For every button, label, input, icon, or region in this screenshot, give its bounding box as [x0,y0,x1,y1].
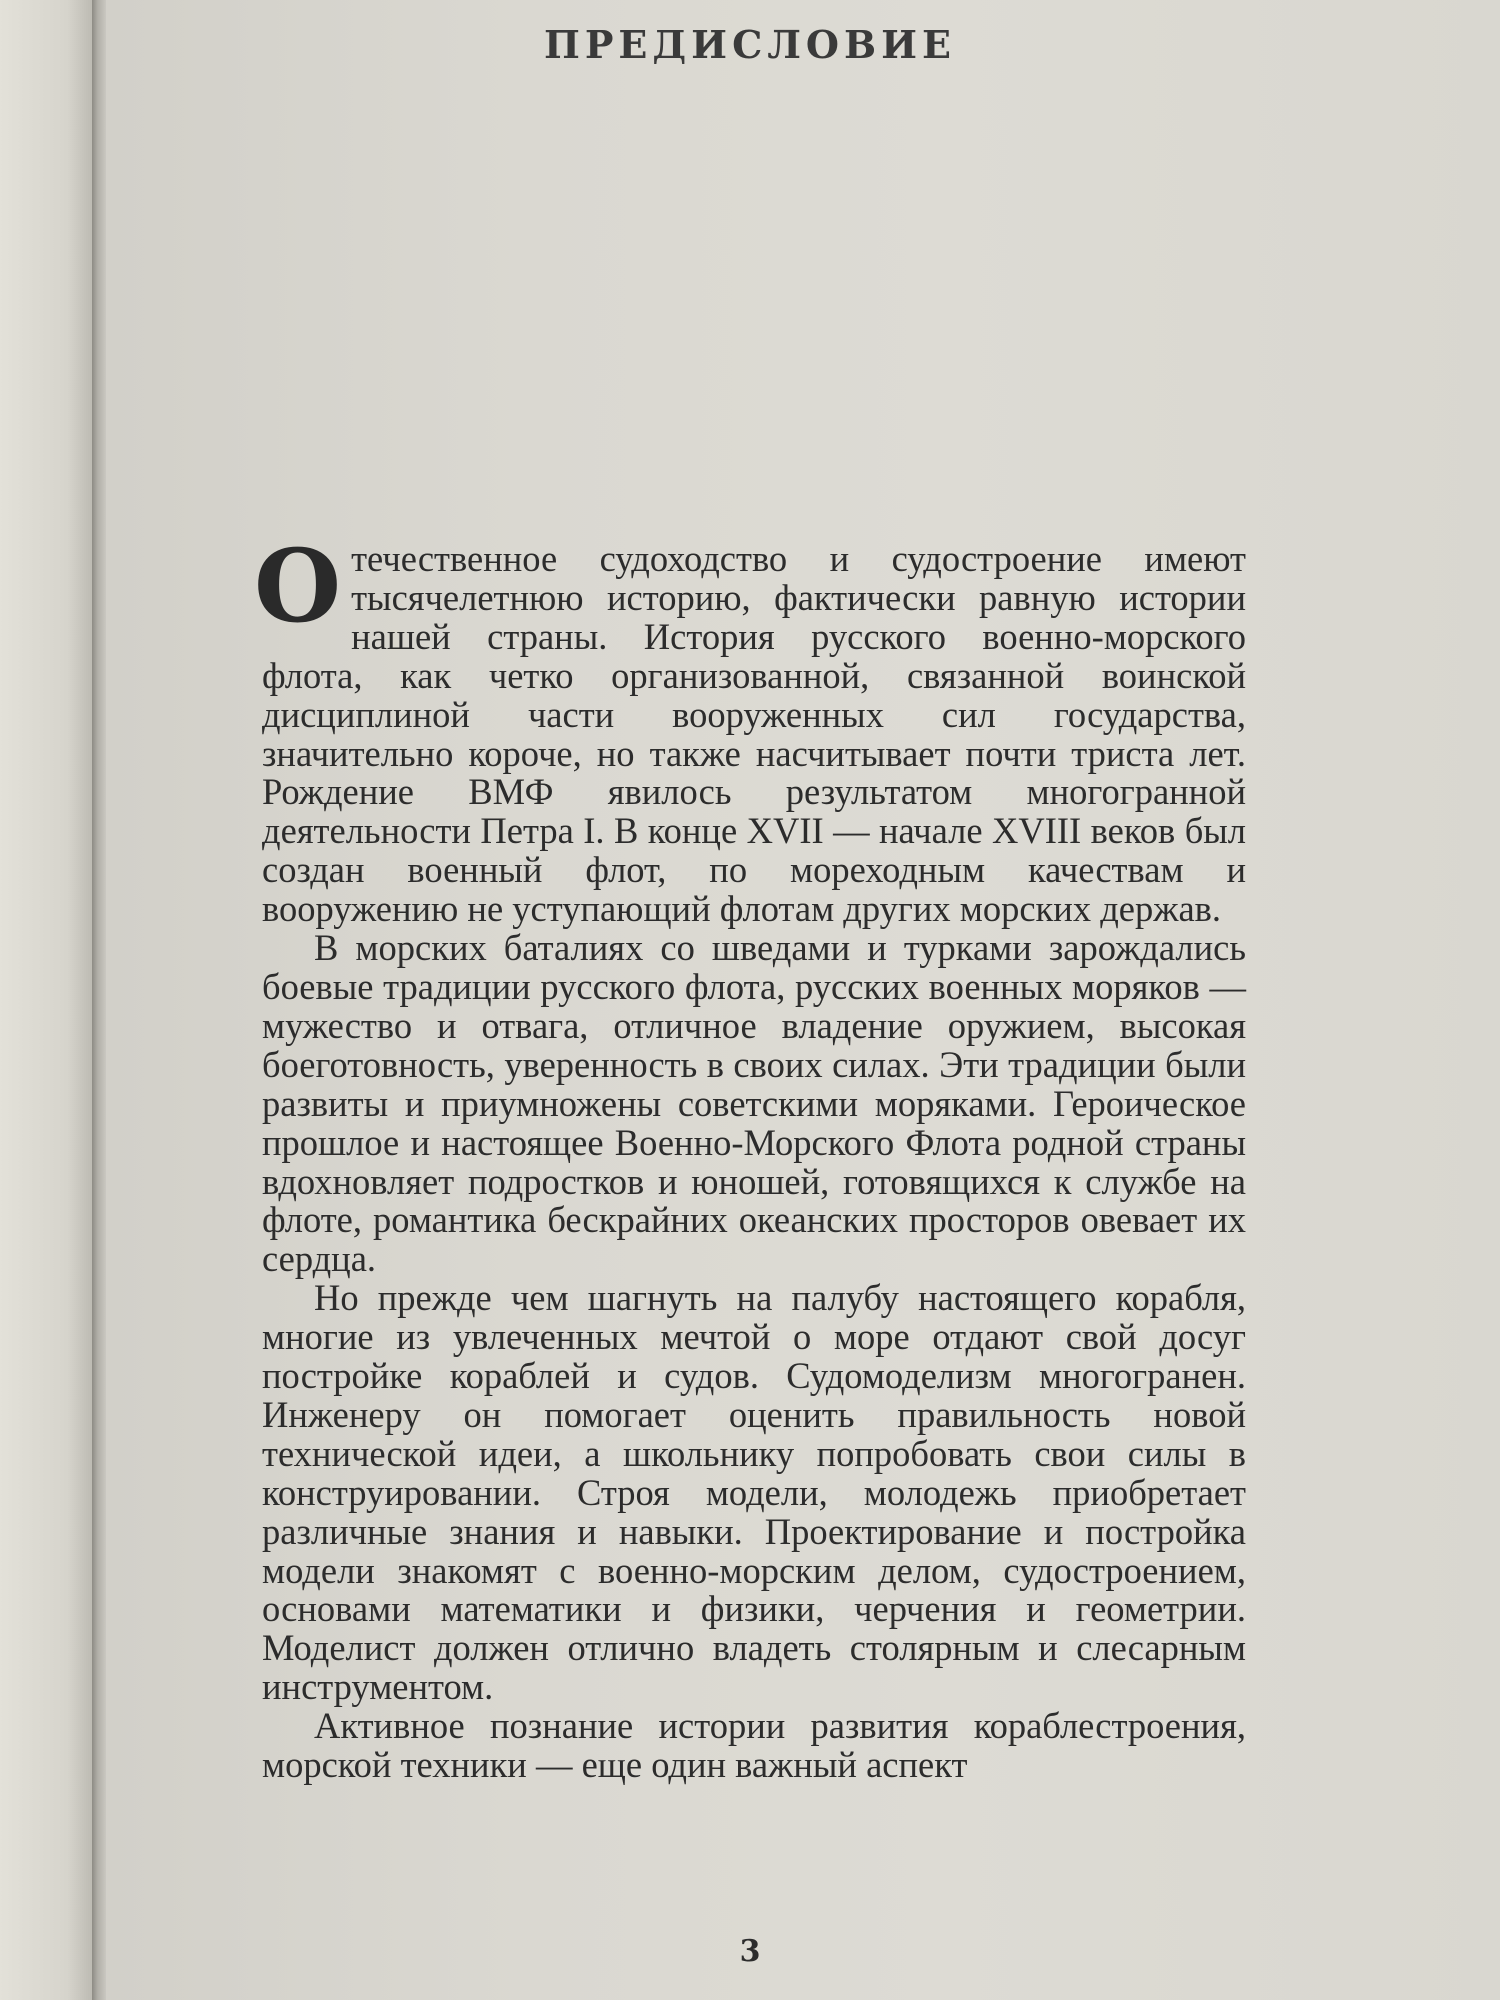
drop-cap: О [254,527,342,645]
paragraph-4: Активное познание истории развития кораблестроения, морской техники — еще один важный аспект [262,1705,1246,1786]
paragraph-1 [254,527,1246,930]
paragraph-3: Но прежде чем шагнуть на палубу настоящего корабля, многие из увлеченных мечтой о море отдают свой досуг постройке кораблей и судов. Судомоделизм многогранен. Инженеру он помогает оценить правильность новой технической идеи, а школьнику попробовать свои силы в конструировании. Строя модели, молодежь приобретает различные знания и навыки. Проектирование и постройка модели знакомят с военно-морским делом, судостроением, основами математики и физики, черчения и геометрии. Моделист должен отлично владеть столярным и слесарным инструментом. [262,1277,1246,1708]
paragraph-2: В морских баталиях со шведами и турками зарождались боевые традиции русского флота, русских военных моряков — мужество и отвага, отличное владение оружием, высокая боеготовность, уверенность в своих силах. Эти традиции были развиты и приумножены советскими моряками. Героическое прошлое и настоящее Военно-Морского Флота родной страны вдохновляет подростков и юношей, готовящихся к службе на флоте, романтика бескрайних океанских просторов овевает их сердца. [262,927,1246,1280]
book-gutter [92,0,106,2000]
page-number: 3 [739,1934,761,1969]
paragraph-1-text: течественное судоходство и судостроение имеют тысячелетнюю историю, фактически равную истории нашей страны. История русского военно-морского флота, как четко организованной, связанной воинской дисциплиной части вооруженных сил государства, значительно короче, но также насчитывает почти триста лет. Рождение ВМФ явилось результатом многогранной деятельности Петра I. В конце XVII — начале XVIII веков был создан военный флот, по мореходным качествам и вооружению не уступающий флотам других морских держав. [262,538,1246,930]
left-page-edge [0,0,96,2000]
body-text [254,527,1246,1786]
page-title: ПРЕДИСЛОВИЕ [543,22,957,67]
